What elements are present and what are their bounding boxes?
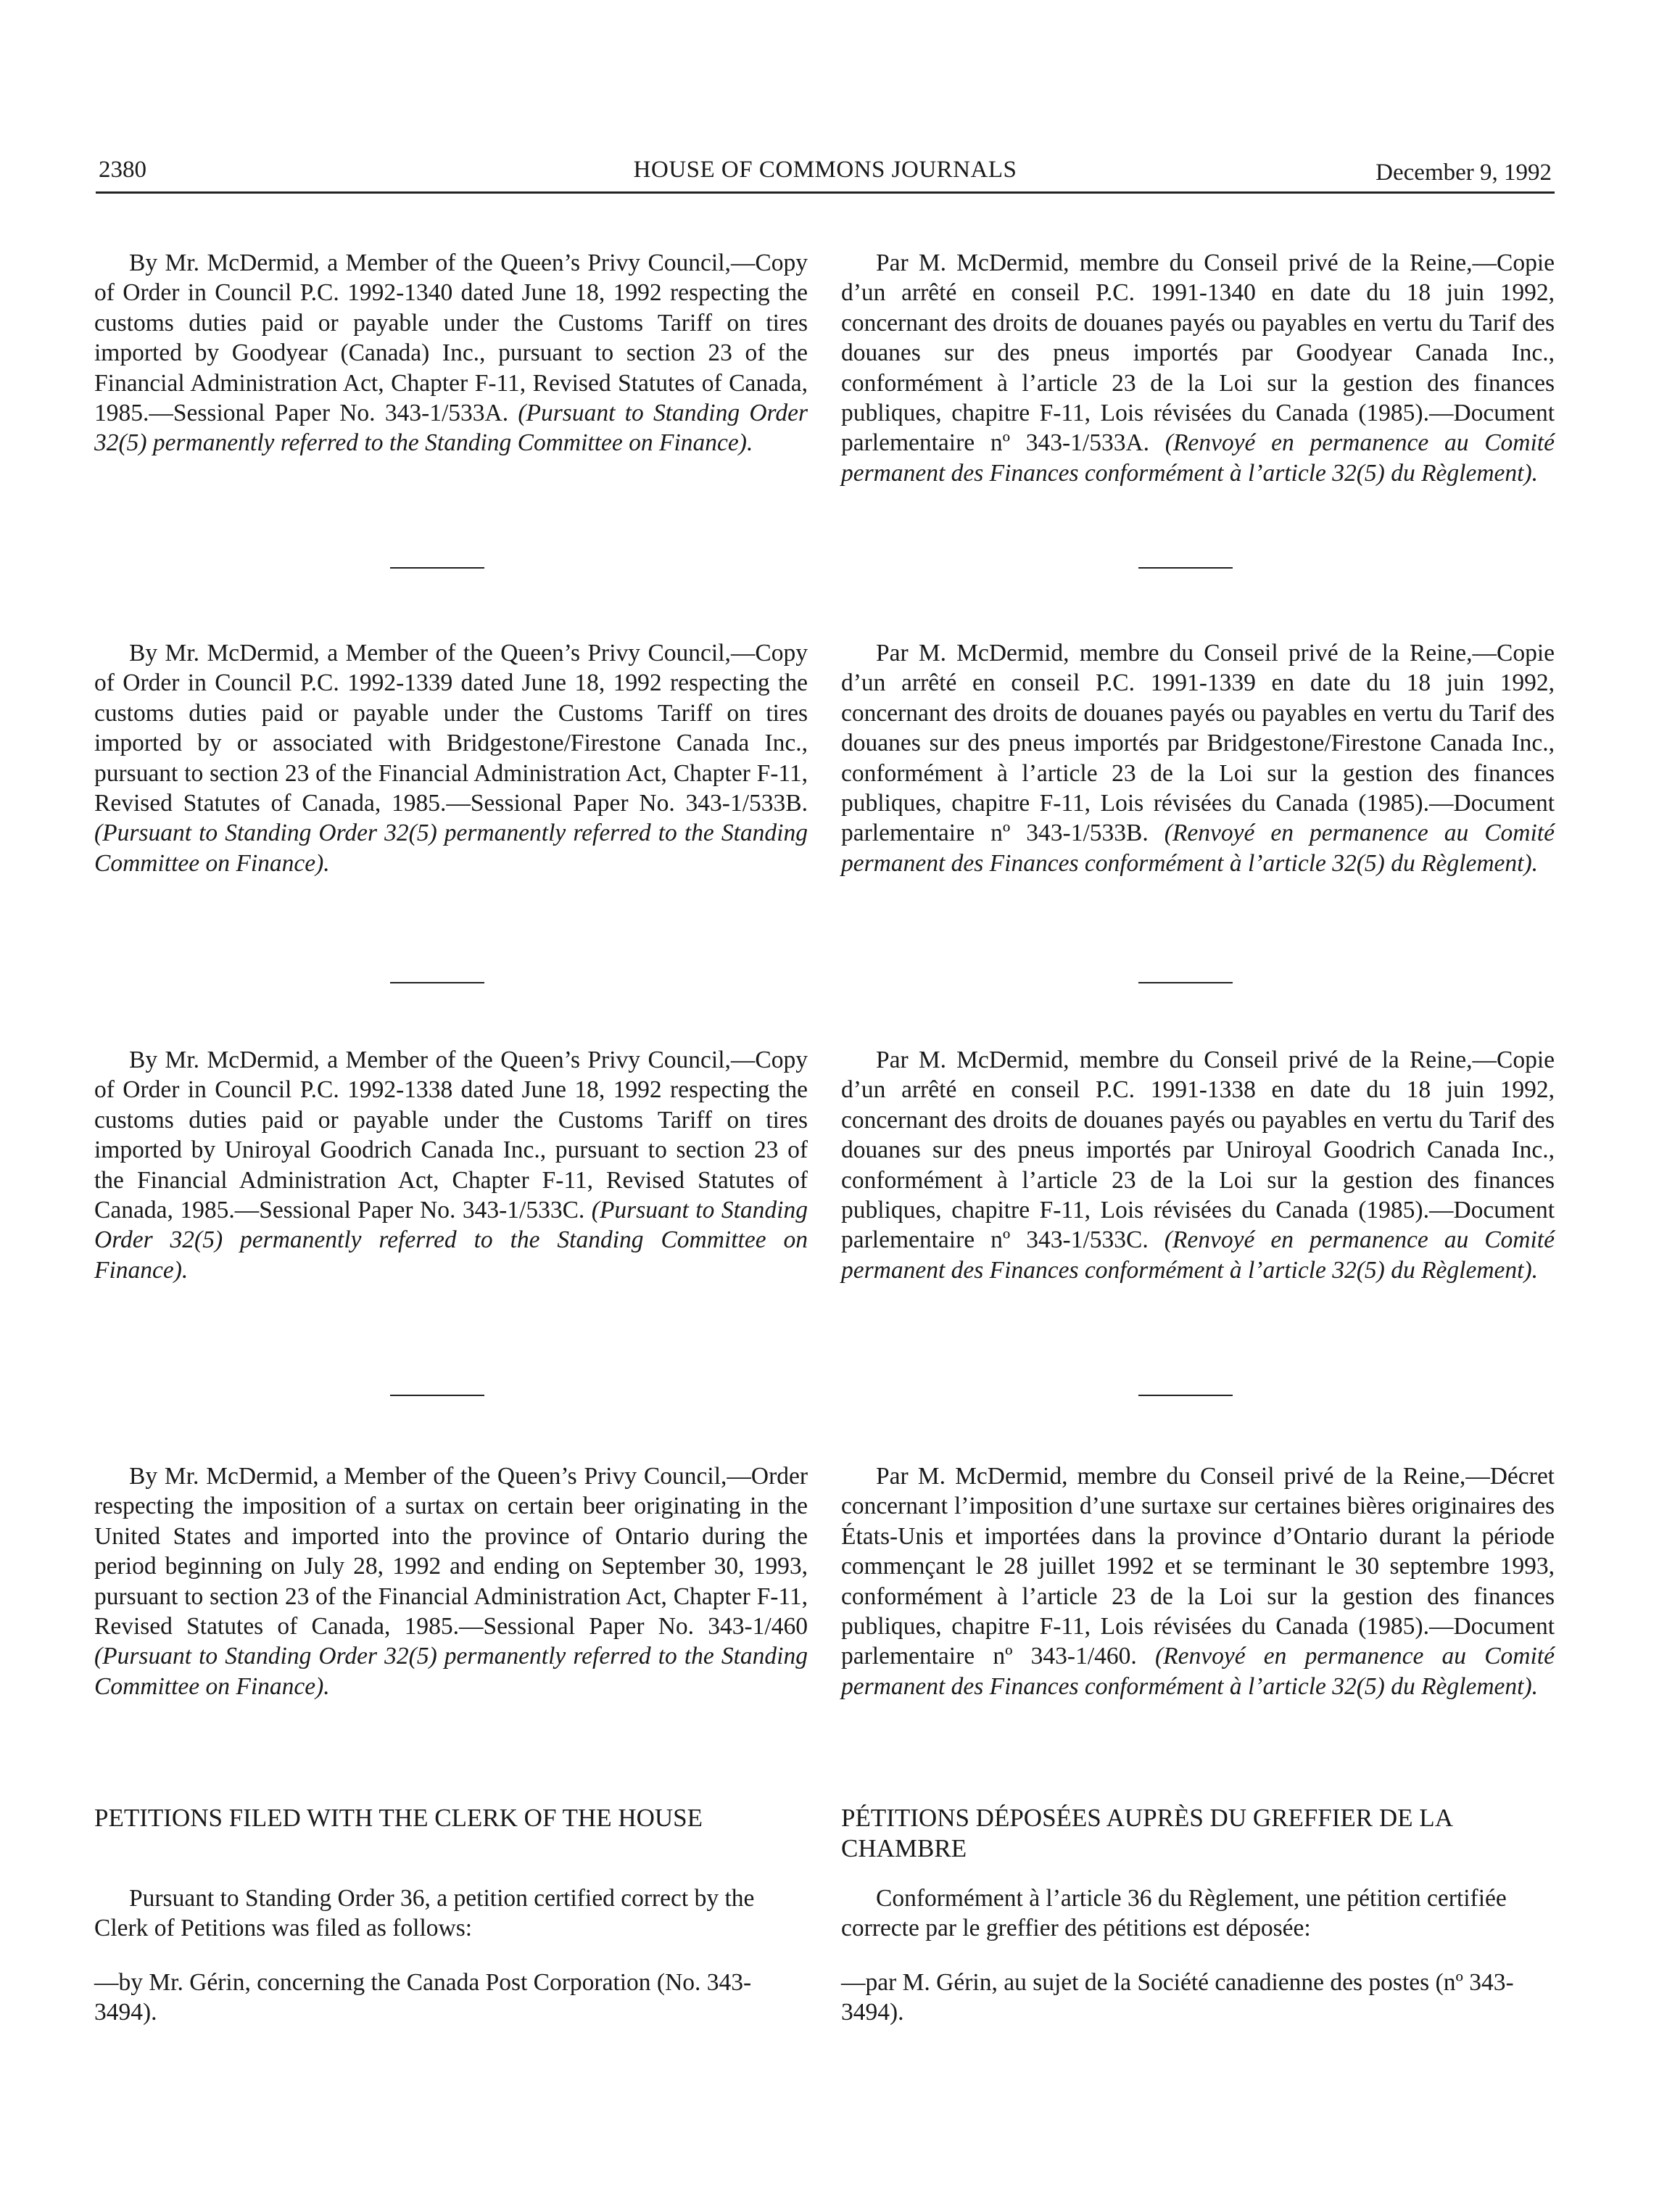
page-number: 2380 [99, 157, 146, 183]
separator-rule [1138, 567, 1233, 569]
entry-text: By Mr. McDermid, a Member of the Queen’s Privy Council,—Copy of Order in Council P.C. 1992-1339 dated June 18, 1992 respecting the customs duties paid or payable under the Customs Tariff on tires imported by or associated with Bridgestone/Firestone Canada Inc., pursuant to section 23 of the Financial Administration Act, Chapter F-11, Revised Statutes of Canada, 1985.—Sessional Paper No. 343-1/533B. [94, 640, 808, 817]
entry-text: Par M. McDermid, membre du Conseil privé de la Reine,—Copie d’un arrêté en conseil P.C. 1991-1339 en date du 18 juin 1992, concernant des droits de douanes payés ou payables en vertu du Tarif des douanes sur des pneus importés par Bridgestone/Firestone Canada Inc., conformément à l’article 23 de la Loi sur la gestion des finances publiques, chapitre F-11, Lois révisées du Canada (1985).—Document parlementaire nº 343-1/533B. [841, 640, 1555, 847]
entry-reference: (Pursuant to Standing Order 32(5) permanently referred to the Standing Committee on Finance). [94, 820, 808, 877]
entry-fr-3 [841, 1045, 1555, 1285]
petition-item-fr: —par M. Gérin, au sujet de la Société canadienne des postes (nº 343-3494). [841, 1969, 1514, 2026]
entry-reference: (Pursuant to Standing Order 32(5) permanently referred to the Standing Committee on Finance). [94, 1643, 808, 1700]
entry-reference: (Renvoyé en permanence au Comité permanent des Finances conformément à l’article 32(5) du Règlement). [841, 820, 1555, 877]
separator-rule [1138, 1395, 1233, 1396]
entry-en-1 [94, 248, 808, 458]
entry-reference: (Renvoyé en permanence au Comité permanent des Finances conformément à l’article 32(5) du Règlement). [841, 1226, 1555, 1284]
entry-fr-2 [841, 638, 1555, 878]
petitions-intro-en: Pursuant to Standing Order 36, a petition certified correct by the Clerk of Petitions was filed as follows: [94, 1885, 755, 1942]
entry-text: Par M. McDermid, membre du Conseil privé de la Reine,—Décret concernant l’imposition d’une surtaxe sur certaines bières originaires des États-Unis et importées dans la province d’Ontario durant la période commençant le 28 juillet 1992 et se terminant le 30 septembre 1993, conformément à l’article 23 de la Loi sur la gestion des finances publiques, chapitre F-11, Lois révisées du Canada (1985).—Document parlementaire nº 343-1/460. [841, 1463, 1555, 1670]
petition-item-en: —by Mr. Gérin, concerning the Canada Post Corporation (No. 343-3494). [94, 1969, 752, 2026]
entry-text: By Mr. McDermid, a Member of the Queen’s Privy Council,—Copy of Order in Council P.C. 1992-1338 dated June 18, 1992 respecting the customs duties paid or payable under the Customs Tariff on tires imported by Uniroyal Goodrich Canada Inc., pursuant to section 23 of the Financial Administration Act, Chapter F-11, Revised Statutes of Canada, 1985.—Sessional Paper No. 343-1/533C. [94, 1047, 808, 1224]
entry-reference: (Pursuant to Standing Order 32(5) permanently referred to the Standing Committee on Finance). [94, 400, 808, 457]
separator-rule [390, 1395, 484, 1396]
entry-text: By Mr. McDermid, a Member of the Queen’s Privy Council,—Order respecting the imposition of a surtax on certain beer originating in the United States and imported into the province of Ontario during the period beginning on July 28, 1992 and ending on September 30, 1993, pursuant to section 23 of the Financial Administration Act, Chapter F-11, Revised Statutes of Canada, 1985.—Sessional Paper No. 343-1/460 [94, 1463, 808, 1641]
journal-date: December 9, 1992 [1376, 160, 1552, 186]
separator-rule [1138, 982, 1233, 983]
entry-text: By Mr. McDermid, a Member of the Queen’s Privy Council,—Copy of Order in Council P.C. 1992-1340 dated June 18, 1992 respecting the customs duties paid or payable under the Customs Tariff on tires imported by Goodyear (Canada) Inc., pursuant to section 23 of the Financial Administration Act, Chapter F-11, Revised Statutes of Canada, 1985.—Sessional Paper No. 343-1/533A. [94, 249, 808, 427]
petitions-heading-en: PETITIONS FILED WITH THE CLERK OF THE HOUSE [94, 1804, 703, 1832]
petitions-heading-fr: PÉTITIONS DÉPOSÉES AUPRÈS DU GREFFIER DE LA CHAMBRE [841, 1804, 1452, 1862]
entry-en-3 [94, 1045, 808, 1285]
separator-rule [390, 982, 484, 983]
entry-text: Par M. McDermid, membre du Conseil privé de la Reine,—Copie d’un arrêté en conseil P.C. 1991-1340 en date du 18 juin 1992, concernant des droits de douanes payés ou payables en vertu du Tarif des douanes sur des pneus importés par Goodyear Canada Inc., conformément à l’article 23 de la Loi sur la gestion des finances publiques, chapitre F-11, Lois révisées du Canada (1985).—Document parlementaire nº 343-1/533A. [841, 249, 1555, 457]
entry-en-2 [94, 638, 808, 878]
separator-rule [390, 567, 484, 569]
page-header [96, 154, 1555, 194]
entry-fr-4 [841, 1461, 1555, 1701]
entry-en-4 [94, 1461, 808, 1701]
entry-fr-1 [841, 248, 1555, 488]
petitions-intro-fr: Conformément à l’article 36 du Règlement, une pétition certifiée correcte par le greffier des pétitions est déposée: [841, 1885, 1507, 1942]
entry-reference: (Renvoyé en permanence au Comité permanent des Finances conformément à l’article 32(5) du Règlement). [841, 1643, 1555, 1700]
entry-reference: (Pursuant to Standing Order 32(5) permanently referred to the Standing Committee on Finance). [94, 1197, 808, 1284]
journal-title: HOUSE OF COMMONS JOURNALS [633, 157, 1017, 183]
entry-reference: (Renvoyé en permanence au Comité permanent des Finances conformément à l’article 32(5) du Règlement). [841, 429, 1555, 487]
entry-text: Par M. McDermid, membre du Conseil privé de la Reine,—Copie d’un arrêté en conseil P.C. 1991-1338 en date du 18 juin 1992, concernant des droits de douanes payés ou payables en vertu du Tarif des douanes sur des pneus importés par Uniroyal Goodrich Canada Inc., conformément à l’article 23 de la Loi sur la gestion des finances publiques, chapitre F-11, Lois révisées du Canada (1985).—Document parlementaire nº 343-1/533C. [841, 1047, 1555, 1254]
